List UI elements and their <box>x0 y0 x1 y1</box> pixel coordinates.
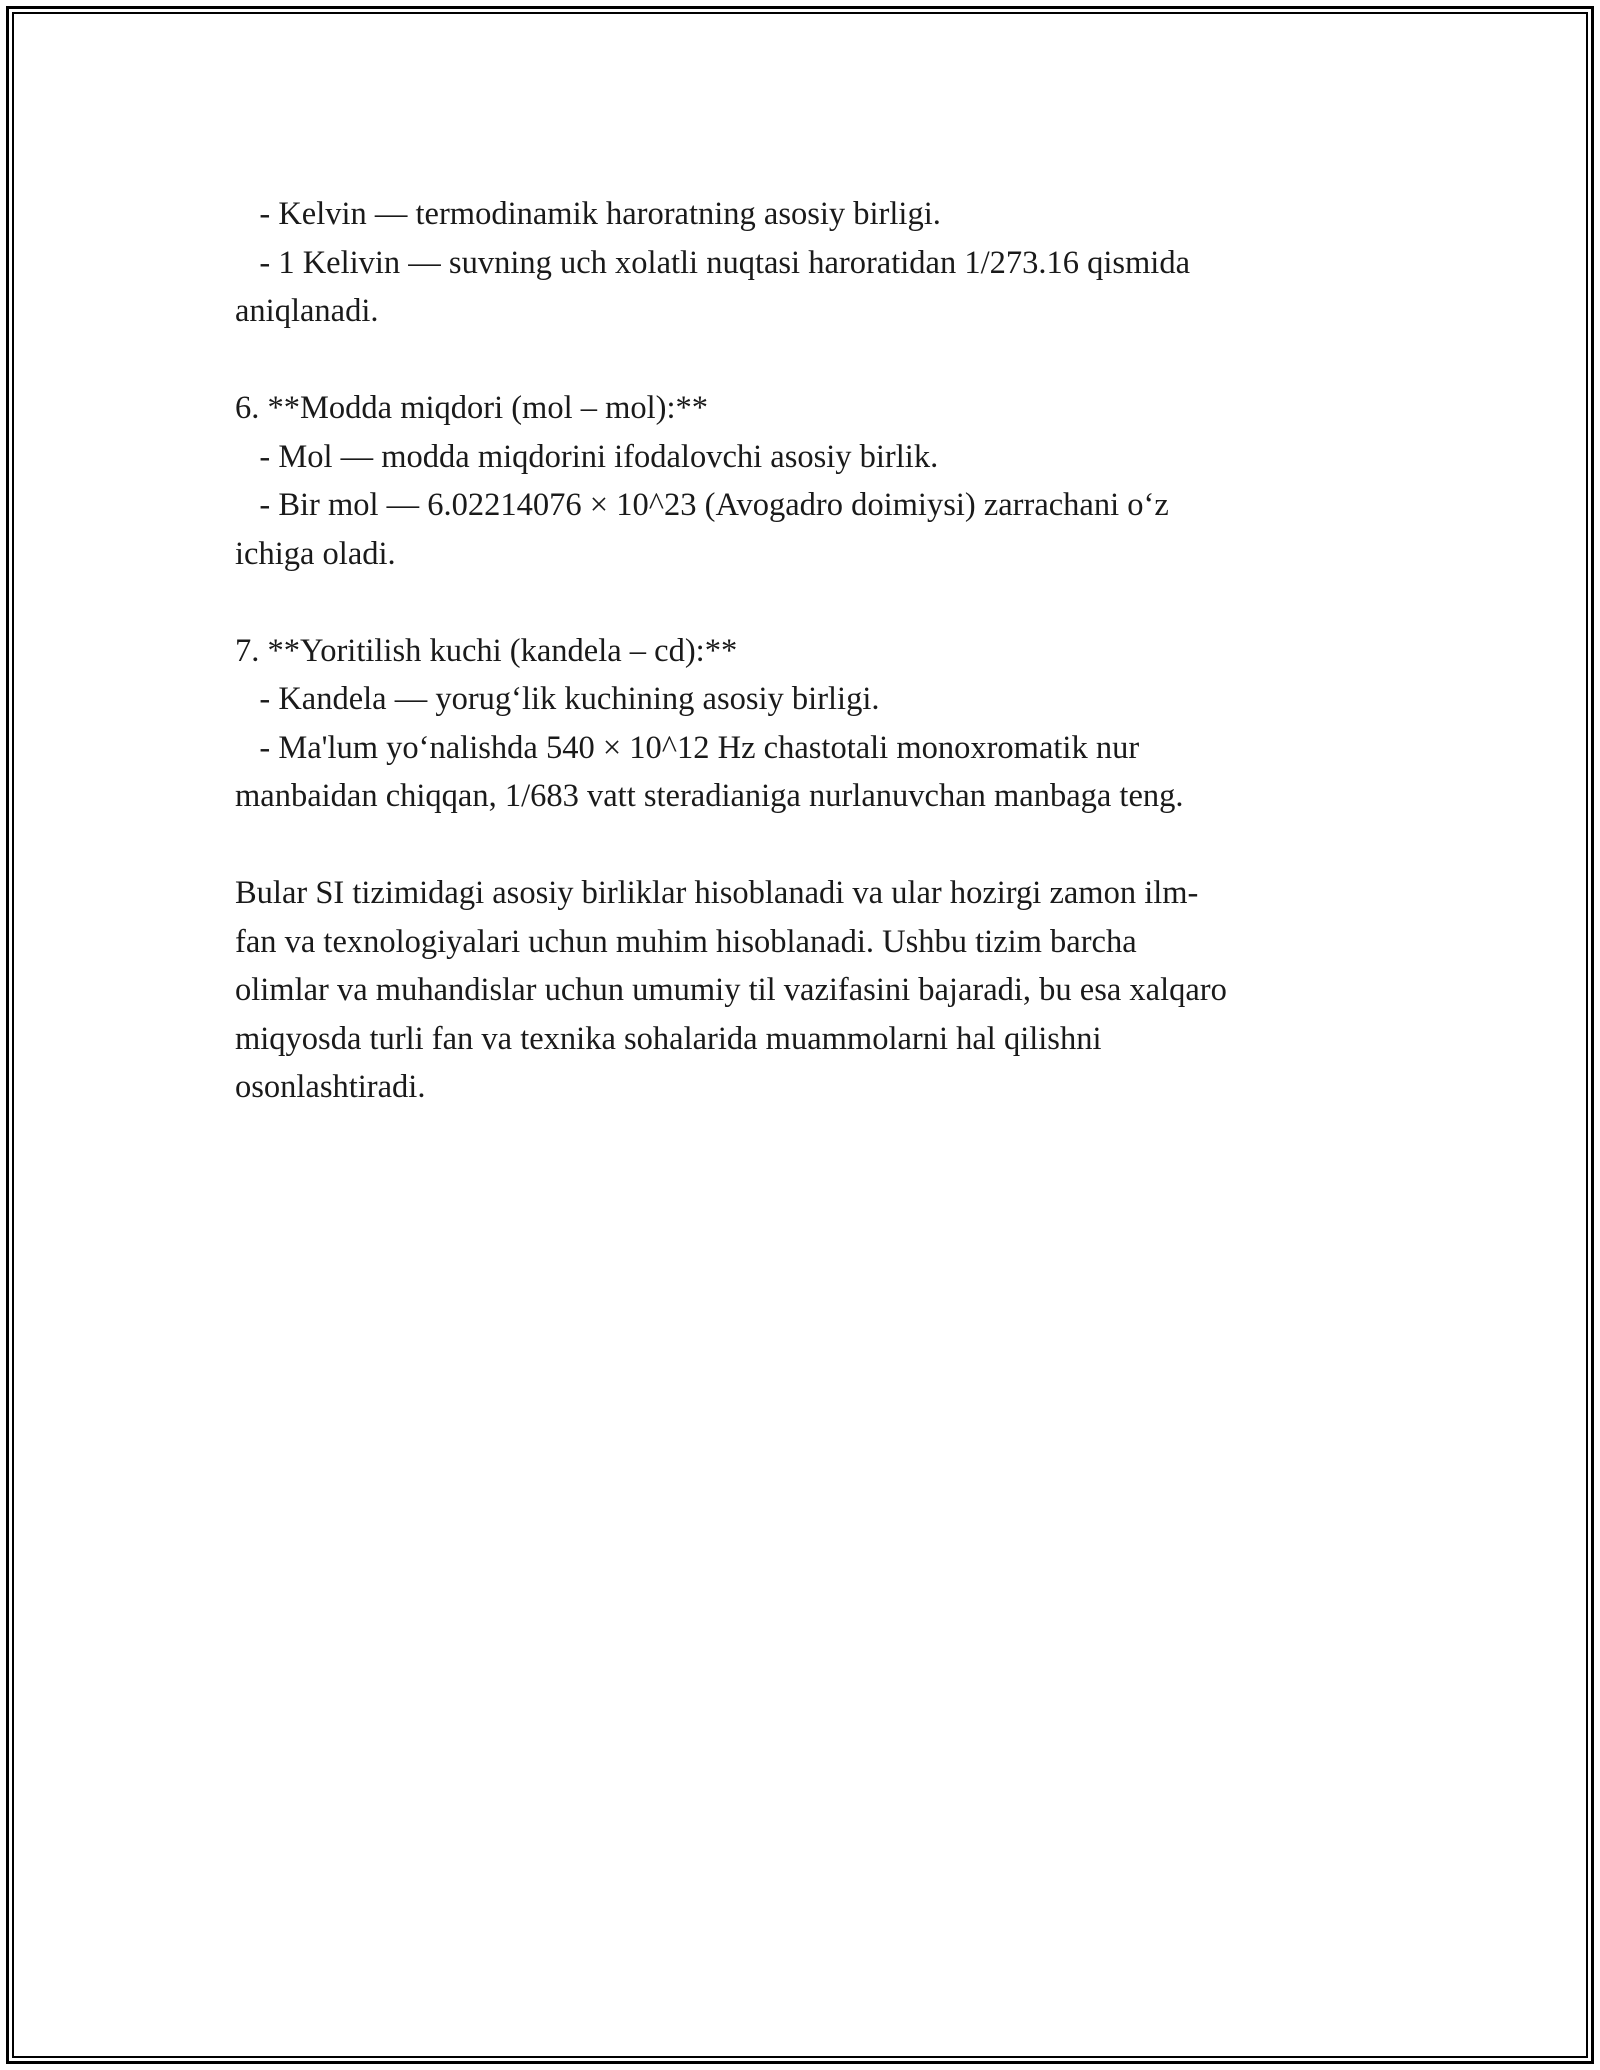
kandela-line-2: - Ma'lum yo‘nalishda 540 × 10^12 Hz chastotali monoxromatik nur <box>235 729 1140 766</box>
kandela-heading: 7. **Yoritilish kuchi (kandela – cd):** <box>235 632 738 669</box>
conclusion-line-5: osonlashtiradi. <box>235 1069 426 1105</box>
mol-line-1: - Mol — modda miqdorini ifodalovchi asosiy birlik. <box>235 438 939 475</box>
mol-line-3: ichiga oladi. <box>235 535 396 572</box>
mol-section <box>235 384 1365 578</box>
kelvin-line-3: aniqlanadi. <box>235 293 379 329</box>
conclusion-line-1: Bular SI tizimidagi asosiy birliklar hisoblanadi va ular hozirgi zamon ilm- <box>235 875 1199 911</box>
mol-line-2: - Bir mol — 6.02214076 × 10^23 (Avogadro doimiysi) zarrachani o‘z <box>235 487 1169 523</box>
conclusion-line-4: miqyosda turli fan va texnika sohalarida muammolarni hal qilishni <box>235 1020 1102 1057</box>
kandela-line-1: - Kandela — yorug‘lik kuchining asosiy birligi. <box>235 681 880 717</box>
conclusion-line-3: olimlar va muhandislar uchun umumiy til vazifasini bajaradi, bu esa xalqaro <box>235 972 1227 1008</box>
kelvin-section <box>235 190 1365 336</box>
kandela-section <box>235 627 1365 821</box>
mol-heading: 6. **Modda miqdori (mol – mol):** <box>235 390 709 426</box>
kelvin-line-2: - 1 Kelivin — suvning uch xolatli nuqtasi haroratidan 1/273.16 qismida <box>235 244 1191 281</box>
kelvin-line-1: - Kelvin — termodinamik haroratning asosiy birligi. <box>235 196 941 232</box>
document-body <box>235 190 1365 1160</box>
conclusion-paragraph <box>235 869 1365 1112</box>
conclusion-line-2: fan va texnologiyalari uchun muhim hisoblanadi. Ushbu tizim barcha <box>235 923 1137 960</box>
kandela-line-3: manbaidan chiqqan, 1/683 vatt steradianiga nurlanuvchan manbaga teng. <box>235 778 1184 814</box>
